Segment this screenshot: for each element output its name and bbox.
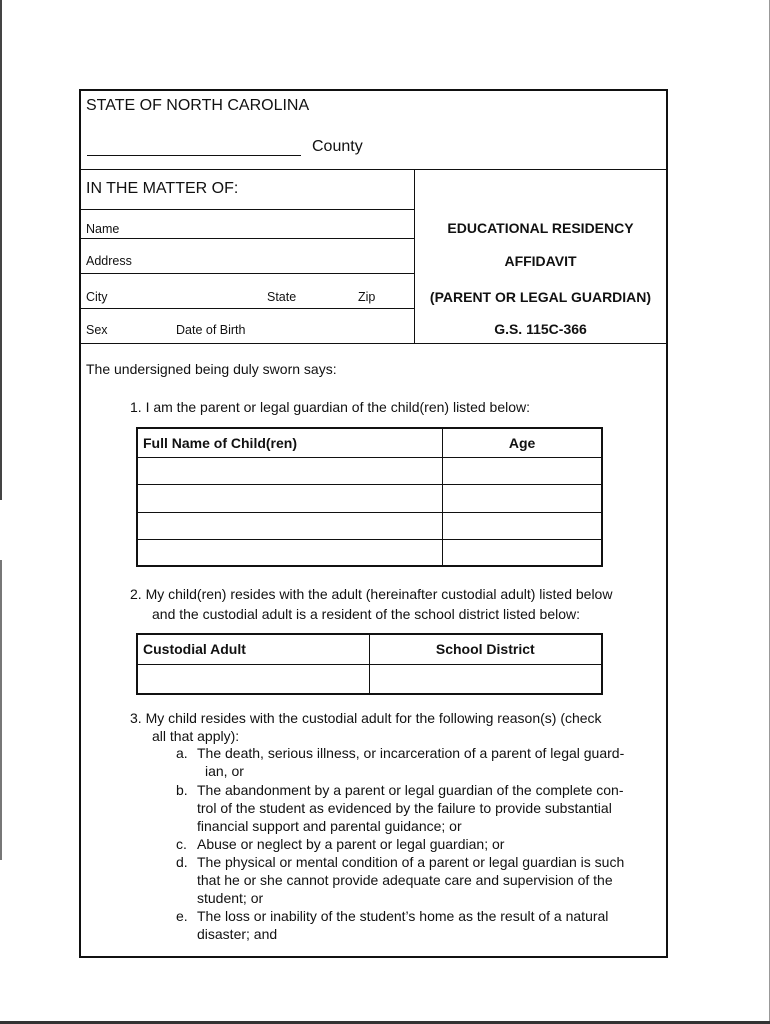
children-col-age-header: Age — [443, 428, 602, 457]
item2-line2: and the custodial adult is a resident of the school district listed below: — [152, 606, 581, 622]
reason-e-letter: e. — [176, 908, 188, 924]
item2-line1: 2. My child(ren) resides with the adult (hereinafter custodial adult) listed below — [130, 586, 613, 602]
item1-text: 1. I am the parent or legal guardian of the child(ren) listed below: — [130, 399, 531, 415]
item3-line1: 3. My child resides with the custodial adult for the following reason(s) (check — [130, 710, 602, 726]
line-name-field[interactable] — [81, 238, 414, 239]
title-line1: EDUCATIONAL RESIDENCY — [447, 220, 634, 236]
city-field-label: City — [86, 290, 108, 304]
line-address-field[interactable] — [81, 273, 414, 274]
scan-edge-left — [0, 0, 2, 500]
table-row — [137, 512, 602, 539]
title-line3: (PARENT OR LEGAL GUARDIAN) — [429, 289, 652, 305]
line-city-field[interactable] — [81, 308, 414, 309]
table-row — [137, 634, 602, 664]
table-row — [137, 457, 602, 484]
reason-b-letter: b. — [176, 782, 188, 798]
sex-field-label: Sex — [86, 323, 108, 337]
table-row — [137, 428, 602, 457]
child-age-cell[interactable] — [443, 512, 602, 539]
child-name-cell[interactable] — [137, 457, 443, 484]
reason-b-line2: trol of the student as evidenced by the failure to provide substantial — [197, 800, 612, 816]
statute-citation: G.S. 115C-366 — [494, 321, 587, 337]
address-field-label: Address — [86, 254, 132, 268]
custodial-adult-header: Custodial Adult — [137, 634, 369, 664]
custodial-table — [136, 633, 603, 695]
state-heading: STATE OF NORTH CAROLINA — [86, 97, 310, 114]
reason-b-line1: The abandonment by a parent or legal guardian of the complete con- — [197, 782, 624, 798]
school-district-cell[interactable] — [369, 664, 602, 694]
matter-label: IN THE MATTER OF: — [86, 180, 239, 197]
reason-d-line3: student; or — [197, 890, 264, 906]
child-name-cell[interactable] — [137, 539, 443, 566]
name-field-label: Name — [86, 222, 120, 236]
state-field-label: State — [267, 290, 297, 304]
table-row — [137, 539, 602, 566]
divider-body — [81, 343, 666, 344]
reason-e-line2: disaster; and — [197, 926, 278, 942]
custodial-adult-cell[interactable] — [137, 664, 369, 694]
intro-text: The undersigned being duly sworn says: — [86, 361, 337, 377]
reason-a-letter: a. — [176, 745, 188, 761]
child-age-cell[interactable] — [443, 484, 602, 512]
child-age-cell[interactable] — [443, 539, 602, 566]
line-name-top — [81, 209, 414, 210]
affidavit-form — [79, 89, 668, 958]
children-table — [136, 427, 603, 567]
item3-line2: all that apply): — [152, 728, 240, 744]
scan-edge-left-lower — [0, 560, 2, 860]
school-district-header: School District — [369, 634, 602, 664]
child-name-cell[interactable] — [137, 484, 443, 512]
reason-d-line1: The physical or mental condition of a parent or legal guardian is such — [197, 854, 625, 870]
table-row — [137, 664, 602, 694]
zip-field-label: Zip — [358, 290, 376, 304]
reason-d-line2: that he or she cannot provide adequate care and supervision of the — [197, 872, 613, 888]
divider-header — [81, 169, 666, 170]
child-name-cell[interactable] — [137, 512, 443, 539]
reason-d-letter: d. — [176, 854, 188, 870]
county-blank-line[interactable] — [87, 155, 301, 156]
table-row — [137, 484, 602, 512]
children-col-name-header: Full Name of Child(ren) — [137, 428, 443, 457]
reason-a-line1: The death, serious illness, or incarceration of a parent of legal guard- — [197, 745, 625, 761]
reason-a-line2: ian, or — [205, 763, 244, 779]
reason-e-line1: The loss or inability of the student’s home as the result of a natural — [197, 908, 609, 924]
reason-c-letter: c. — [176, 836, 187, 852]
reason-c-line1: Abuse or neglect by a parent or legal guardian; or — [197, 836, 505, 852]
reason-b-line3: financial support and parental guidance; or — [197, 818, 462, 834]
dob-field-label: Date of Birth — [176, 323, 246, 337]
county-label: County — [312, 138, 363, 155]
title-line2: AFFIDAVIT — [504, 253, 577, 269]
child-age-cell[interactable] — [443, 457, 602, 484]
